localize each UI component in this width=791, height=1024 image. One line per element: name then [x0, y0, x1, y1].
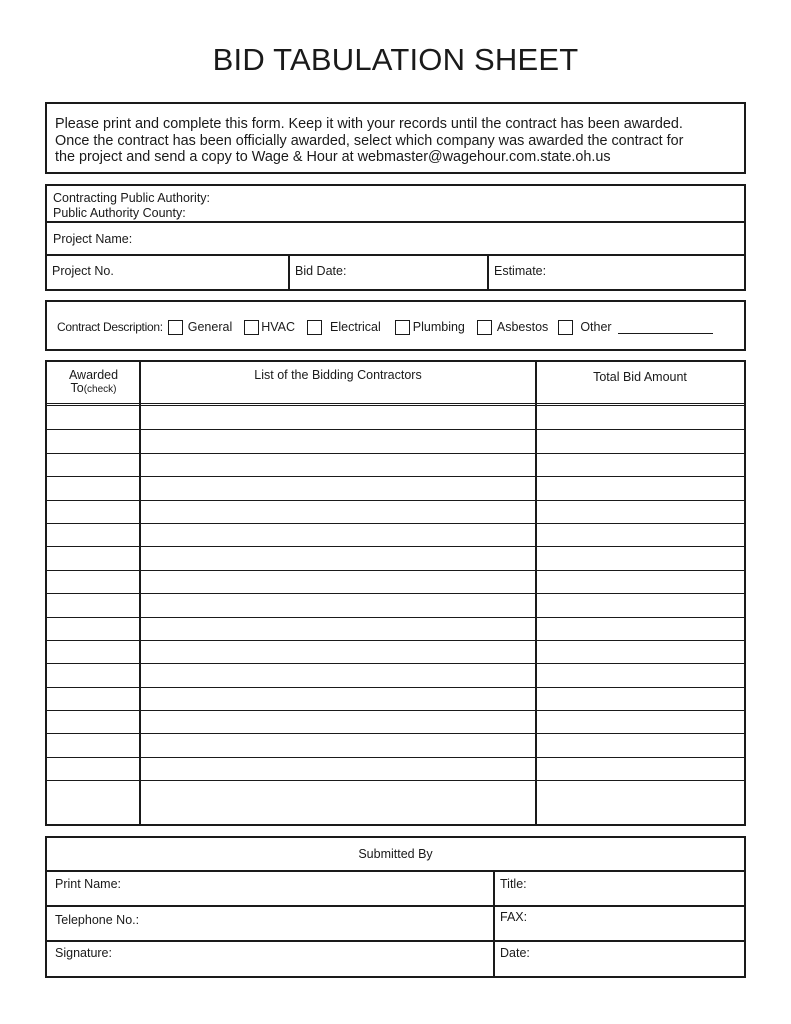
bid-table-header — [47, 362, 744, 406]
table-row[interactable] — [47, 594, 744, 617]
table-row[interactable] — [47, 758, 744, 781]
fax-field[interactable] — [495, 907, 744, 940]
instructions-box — [45, 102, 746, 174]
date-label: Date: — [500, 946, 530, 960]
project-no-field[interactable] — [47, 256, 290, 289]
option-electrical-label: Electrical — [330, 320, 381, 334]
amount-header: Total Bid Amount — [593, 370, 687, 384]
table-row[interactable] — [47, 430, 744, 453]
authority-row[interactable] — [47, 186, 744, 223]
table-row[interactable] — [47, 501, 744, 524]
print-name-field[interactable] — [47, 872, 495, 905]
bid-table — [45, 360, 746, 826]
contractors-header: List of the Bidding Contractors — [254, 368, 422, 382]
table-row[interactable] — [47, 571, 744, 594]
checkbox-asbestos[interactable] — [477, 320, 492, 335]
project-info-box — [45, 184, 746, 291]
table-row[interactable] — [47, 454, 744, 477]
option-plumbing-label: Plumbing — [412, 320, 465, 334]
awarded-header-line-2: To — [70, 381, 84, 395]
contracting-authority-label: Contracting Public Authority: — [53, 191, 211, 205]
checkbox-plumbing[interactable] — [395, 320, 410, 335]
project-no-label: Project No. — [52, 264, 114, 278]
print-name-row — [47, 872, 744, 907]
table-row[interactable] — [47, 547, 744, 570]
fax-label: FAX: — [500, 910, 528, 924]
title-field[interactable] — [495, 872, 744, 905]
awarded-header-line-1: Awarded — [68, 368, 119, 382]
option-general-label: General — [187, 320, 233, 334]
contract-description-label: Contract Description: — [57, 320, 163, 334]
project-name-label: Project Name: — [53, 232, 133, 246]
bid-table-body — [47, 407, 744, 805]
instructions-line-2: Once the contract has been officially awarded, select which company was awarded the contract for — [55, 132, 684, 149]
awarded-to-header — [47, 362, 140, 403]
project-details-row — [47, 256, 744, 289]
checkbox-other[interactable] — [558, 320, 573, 335]
table-row[interactable] — [47, 641, 744, 664]
authority-county-label: Public Authority County: — [53, 206, 186, 220]
awarded-check-hint: (check) — [83, 384, 117, 395]
page-title: BID TABULATION SHEET — [212, 42, 579, 77]
contract-description-options — [57, 317, 713, 337]
table-row[interactable] — [47, 688, 744, 711]
instructions-line-3: the project and send a copy to Wage & Hour at webmaster@wagehour.com.state.oh.us — [55, 149, 611, 165]
table-row[interactable] — [47, 618, 744, 641]
estimate-label: Estimate: — [494, 264, 547, 278]
table-row[interactable] — [47, 781, 744, 804]
telephone-field[interactable] — [47, 907, 495, 940]
signature-label: Signature: — [55, 946, 112, 960]
other-specify-line[interactable] — [618, 321, 713, 334]
submitted-by-header: Submitted By — [47, 838, 744, 872]
submitted-by-box — [45, 836, 746, 978]
signature-row — [47, 942, 744, 976]
contract-description-box — [45, 300, 746, 351]
estimate-field[interactable] — [489, 256, 744, 289]
telephone-label: Telephone No.: — [55, 913, 140, 927]
bid-date-field[interactable] — [290, 256, 489, 289]
table-row[interactable] — [47, 734, 744, 757]
option-other-label: Other — [580, 320, 612, 334]
table-row[interactable] — [47, 477, 744, 500]
table-row[interactable] — [47, 711, 744, 734]
table-row[interactable] — [47, 664, 744, 687]
instructions-line-1: Please print and complete this form. Keep it with your records until the contract has been awarded. — [55, 116, 683, 132]
project-name-field[interactable] — [47, 223, 744, 256]
bid-date-label: Bid Date: — [295, 264, 347, 278]
checkbox-general[interactable] — [168, 320, 183, 335]
telephone-row — [47, 907, 744, 942]
signature-field[interactable] — [47, 942, 495, 976]
date-field[interactable] — [495, 942, 744, 976]
option-hvac-label: HVAC — [261, 320, 296, 334]
option-asbestos-label: Asbestos — [496, 320, 549, 334]
checkbox-hvac[interactable] — [244, 320, 259, 335]
title-label: Title: — [500, 877, 527, 891]
table-row[interactable] — [47, 524, 744, 547]
checkbox-electrical[interactable] — [307, 320, 322, 335]
table-row[interactable] — [47, 407, 744, 430]
print-name-label: Print Name: — [55, 877, 121, 891]
